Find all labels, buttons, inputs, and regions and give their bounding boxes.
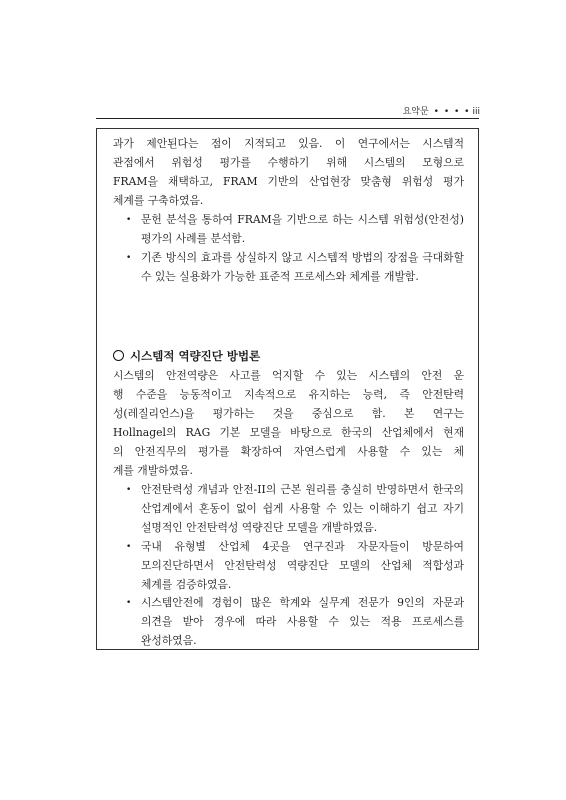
list-item-text: 시스템안전에 경험이 많은 학계와 실무계 전문가 9인의 자문과 의견을 받아 경우에 따라 사용할 수 있는 적용 프로세스를 완성하였음. — [141, 596, 464, 648]
running-header-title: 요약문 — [402, 107, 429, 117]
list-item — [126, 481, 464, 538]
circle-bullet-icon — [113, 350, 124, 361]
section-heading-text: 시스템적 역량진단 방법론 — [130, 349, 261, 363]
list-item-text: 기존 방식의 효과를 상실하지 않고 시스템적 방법의 장점을 극대화할 수 있는 실용화가 가능한 표준적 프로세스와 체계를 개발함. — [141, 250, 464, 283]
intro-line: 과가 제안된다는 점이 지적되고 있음. 이 연구에서는 시스템적 — [113, 137, 464, 150]
list-item — [126, 249, 464, 287]
section-line: 행 수준을 능동적이고 지속적으로 유지하는 능력, 즉 안전탄력 — [113, 387, 464, 401]
intro-line: 관점에서 위험성 평가를 수행하기 위해 시스템의 모형으로 — [113, 155, 464, 169]
header-rule — [96, 118, 479, 119]
list-item — [126, 211, 464, 249]
bullet-icon: • — [126, 485, 132, 495]
intro-bullet-list — [126, 211, 464, 287]
running-header — [403, 104, 480, 117]
bullet-icon: • — [126, 252, 132, 263]
list-item-text: 국내 유형별 산업체 4곳을 연구진과 자문자들이 방문하여 모의진단하면서 안전탄력성 역량진단 모델의 산업체 적합성과 체계를 검증하였음. — [141, 539, 464, 591]
list-item — [126, 538, 464, 595]
page-number: iii — [472, 107, 480, 117]
bullet-icon: • — [126, 598, 132, 609]
section-line: 계를 개발하였음. — [113, 463, 193, 477]
section-line: Hollnagel의 RAG 기본 모델을 바탕으로 한국의 산업체에서 현재 — [113, 425, 464, 439]
intro-line: 체계를 구축하였음. — [113, 193, 204, 207]
section-line: 의 안전직무의 평가를 확장하여 자연스럽게 사용할 수 있는 체 — [113, 444, 464, 458]
list-item-text: 안전탄력성 개념과 안전-II의 근본 원리를 충실히 반영하면서 한국의 산업계에서 혼동이 없이 쉽게 사용할 수 있는 이해하기 쉽고 자기 설명적인 안전탄력성 역량진단 모델을 개발하였음. — [141, 483, 464, 534]
list-item — [126, 594, 464, 651]
running-header-dots: • • • • — [433, 107, 471, 117]
section-paragraph — [113, 367, 464, 480]
bullet-icon: • — [126, 541, 132, 552]
summary-box — [96, 128, 479, 650]
list-item-text: 문헌 분석을 통하여 FRAM을 기반으로 하는 시스템 위험성(안전성) 평가의 사례를 분석함. — [141, 213, 464, 245]
section-line: 시스템의 안전역량은 사고를 억지할 수 있는 시스템의 안전 운 — [113, 369, 464, 382]
section-line: 성(레질리언스)을 평가하는 것을 중심으로 함. 본 연구는 — [113, 406, 464, 420]
intro-line: FRAM을 채택하고, FRAM 기반의 산업현장 맞춤형 위험성 평가 — [113, 174, 464, 188]
section-heading — [113, 348, 260, 364]
bullet-icon: • — [126, 215, 132, 225]
section-bullet-list — [126, 481, 464, 651]
intro-paragraph — [113, 135, 464, 211]
